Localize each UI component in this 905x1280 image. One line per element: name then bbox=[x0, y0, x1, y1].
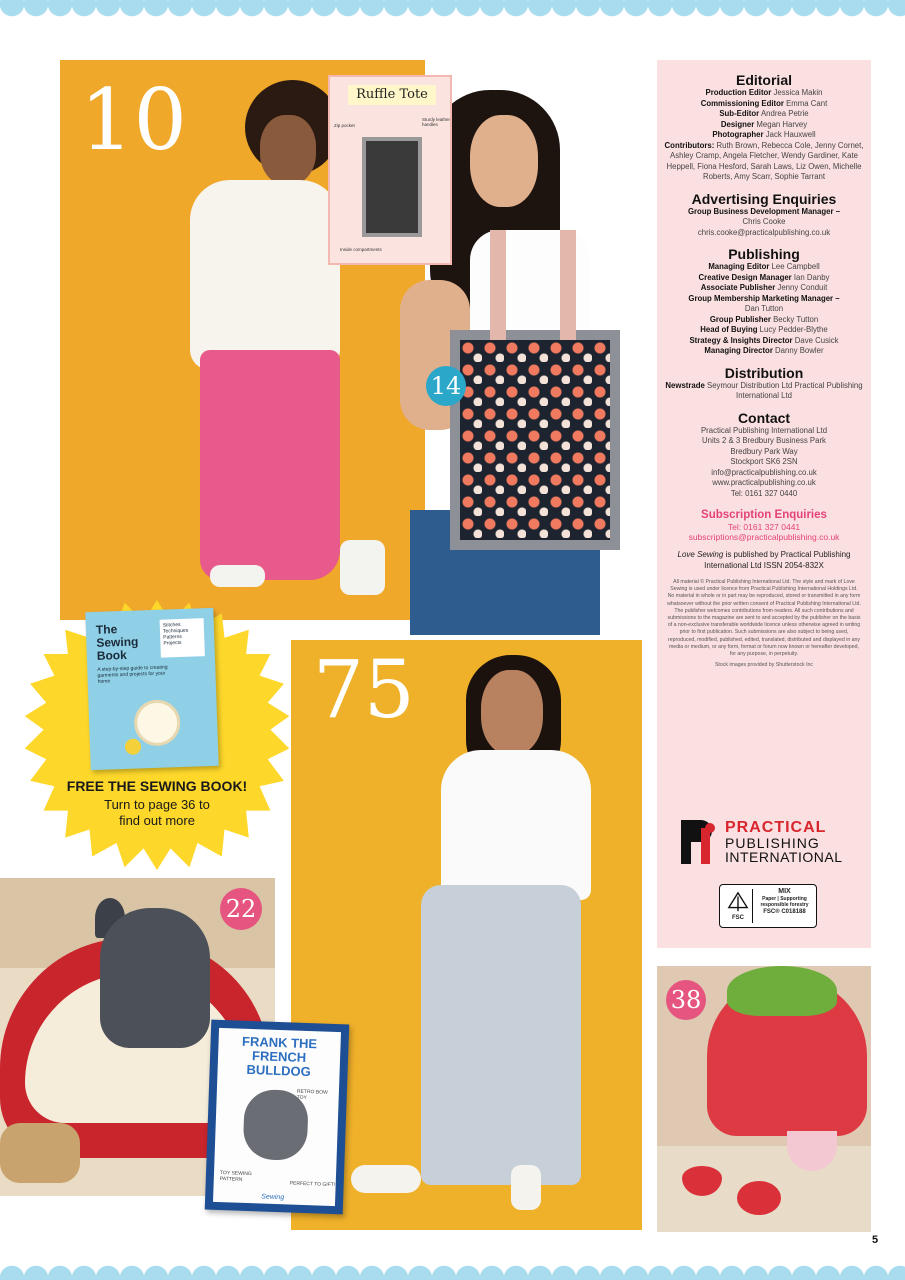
card-brand: Sewing bbox=[261, 1193, 285, 1202]
sneaker bbox=[210, 565, 265, 587]
biscuit-bowl bbox=[0, 1123, 80, 1183]
publishing-heading: Publishing bbox=[728, 246, 800, 262]
fsc-certification-mark bbox=[719, 884, 817, 928]
logo-word: PRACTICAL bbox=[725, 819, 827, 836]
advertising-heading: Advertising Enquiries bbox=[691, 190, 837, 207]
credit-line: Strategy & Insights Director Dave Cusick bbox=[689, 335, 839, 345]
page-ref-number: 75 bbox=[313, 643, 415, 736]
plush-dog bbox=[100, 908, 210, 1048]
card-tag: PERFECT TO GIFT! bbox=[289, 1180, 336, 1189]
strawberry-coaster bbox=[737, 1181, 781, 1215]
contact-phone: Tel: 0161 327 0440 bbox=[730, 488, 798, 498]
distribution-heading: Distribution bbox=[724, 364, 804, 381]
frank-bulldog-pattern-card bbox=[205, 1020, 350, 1215]
subscription-heading: Subscription Enquiries bbox=[701, 509, 827, 521]
sneaker bbox=[351, 1165, 421, 1193]
button-image bbox=[125, 738, 142, 755]
card-title: Ruffle Tote bbox=[348, 85, 436, 105]
credit-line: Sub-Editor Andrea Petrie bbox=[719, 109, 809, 118]
credit-line: Head of Buying Lucy Pedder-Blythe bbox=[700, 325, 828, 334]
ruffle-tote-bag bbox=[450, 330, 620, 550]
credit-line: Group Publisher Becky Tutton bbox=[709, 314, 819, 324]
card-note: Zip pocket bbox=[334, 123, 355, 128]
sewing-book-cover bbox=[85, 608, 218, 770]
free-book-headline: FREE THE SEWING BOOK! bbox=[66, 778, 248, 794]
logo-word: INTERNATIONAL bbox=[725, 849, 843, 865]
card-title: FRANK THE FRENCH BULLDOG bbox=[241, 1033, 318, 1080]
striped-trousers bbox=[421, 885, 581, 1185]
top-scallop-border bbox=[0, 0, 905, 24]
page-ref-badge: 22 bbox=[220, 888, 262, 930]
subscription-email[interactable]: subscriptions@practicalpublishing.co.uk bbox=[688, 532, 840, 542]
card-inner bbox=[213, 1028, 341, 1206]
pink-skirt bbox=[200, 350, 340, 580]
contact-heading: Contact bbox=[737, 409, 791, 426]
bag-strap bbox=[560, 230, 576, 340]
credit-line: Managing Editor Lee Campbell bbox=[708, 262, 820, 271]
credit-line: Group Business Development Manager – Chris Cooke bbox=[687, 206, 841, 226]
contact-line: Practical Publishing International Ltd bbox=[700, 425, 828, 435]
credit-line: Group Membership Marketing Manager – Dan Tutton bbox=[688, 293, 840, 313]
contact-email[interactable]: info@practicalpublishing.co.uk bbox=[711, 467, 817, 477]
published-by-line: Love Sewing is published by Practical Publishing International Ltd ISSN 2054-832X bbox=[677, 550, 851, 570]
credit-line: Managing Director Danny Bowler bbox=[704, 346, 824, 355]
model-top bbox=[441, 750, 591, 900]
credit-line: Designer Megan Harvey bbox=[720, 119, 808, 129]
tea-cosy-leaves bbox=[727, 966, 837, 1016]
ruffle-tote-pattern-card bbox=[328, 75, 452, 265]
card-tag: TOY SEWING PATTERN bbox=[219, 1170, 252, 1183]
advertising-email: chris.cooke@practicalpublishing.co.uk bbox=[697, 227, 831, 237]
book-contents: Stitches Techniques Patterns Projects bbox=[162, 621, 189, 647]
subscription-phone: Tel: 0161 327 0441 bbox=[727, 522, 801, 532]
masthead-panel bbox=[657, 60, 871, 948]
credit-line: Creative Design Manager Ian Danby bbox=[698, 272, 830, 282]
bottom-scallop-border bbox=[0, 1256, 905, 1280]
credit-line: Newstrade Seymour Distribution Ltd Practical Publishing International Ltd bbox=[665, 380, 863, 400]
contact-website[interactable]: www.practicalpublishing.co.uk bbox=[712, 478, 816, 487]
page-ref-number: 10 bbox=[80, 71, 187, 169]
page-ref-badge: 14 bbox=[426, 366, 466, 406]
book-title: The Sewing Book bbox=[95, 622, 139, 663]
fsc-tree-icon: FSC bbox=[724, 889, 753, 923]
credit-line: Photographer Jack Hauxwell bbox=[712, 130, 816, 139]
card-tag: RETRO BOW TOY bbox=[296, 1088, 328, 1102]
sneaker bbox=[511, 1165, 541, 1210]
practical-publishing-logo bbox=[677, 818, 847, 866]
fsc-text: MIX Paper | Supporting responsible forestry FSC® C018188 bbox=[760, 888, 809, 915]
model-face bbox=[470, 115, 538, 207]
contact-line: Bredbury Park Way bbox=[730, 446, 798, 456]
tote-illustration bbox=[362, 137, 422, 237]
book-subtitle: A step-by-step guide to creating garments and projects for your home bbox=[97, 664, 168, 685]
model-face bbox=[260, 115, 316, 185]
pp-logo-icon bbox=[681, 820, 715, 864]
page-ref-badge: 38 bbox=[666, 980, 706, 1020]
bag-strap bbox=[490, 230, 506, 340]
credit-line: Commissioning Editor Emma Cant bbox=[700, 98, 828, 108]
bobbin-image bbox=[133, 699, 181, 747]
credit-line: Production Editor Jessica Makin bbox=[705, 88, 823, 97]
sneaker bbox=[340, 540, 385, 595]
free-book-subline: Turn to page 36 to find out more bbox=[104, 797, 210, 828]
card-note: Inside compartments bbox=[340, 247, 382, 252]
contact-line: Stockport SK6 2SN bbox=[730, 457, 798, 466]
legal-notice: All material © Practical Publishing International Ltd. The style and mark of Love Sewing is used under licence from Practical Publishing International Holdings Ltd. No material in whole or in part may be reproduced, stored or transmitted in any form whatsoever without the prior written consent of Practical Publishing International Ltd. The publisher welcomes contributions from readers. All such contributions and submissions to the magazine are sent to and accepted by the publisher on the basis of a non-exclusive transferable worldwide licence unless otherwise agreed in writing prior to first publication. Such submissions are also subject to being used, reproduced, modified, published, edited, translated, distributed and displayed in any media or medium, or any form, format or forum now known or hereafter developed, for any purpose, in perpetuity. bbox=[667, 579, 861, 658]
contact-line: Units 2 & 3 Bredbury Business Park bbox=[702, 436, 826, 445]
stock-credit: Stock images provided by Shutterstock Inc bbox=[714, 662, 814, 669]
contributors-line: Contributors: Ruth Brown, Rebecca Cole, Jenny Cornet, Ashley Cramp, Angela Fletcher, Wendy Gardiner, Kate Heppell, Fiona Hesford, Sarah Laws, Liz Owen, Michelle Roberts, Amy Scarr, Sophie Tarrant bbox=[664, 140, 864, 181]
card-note: Sturdy leather handles bbox=[422, 117, 451, 127]
book-contents-box bbox=[160, 618, 205, 658]
logo-word: PUBLISHING bbox=[725, 835, 820, 851]
model-top bbox=[190, 180, 340, 370]
model-face bbox=[481, 670, 543, 755]
editorial-heading: Editorial bbox=[735, 72, 792, 88]
credit-line: Associate Publisher Jenny Conduit bbox=[700, 283, 828, 292]
page-number: 5 bbox=[872, 1234, 879, 1246]
